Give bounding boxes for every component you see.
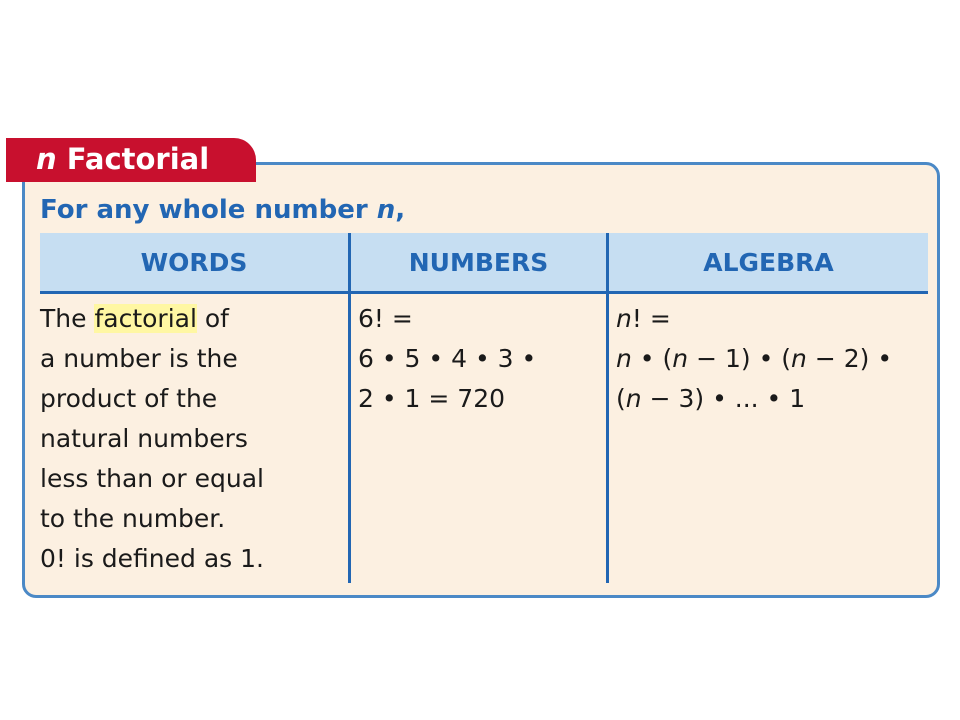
words-line-5: less than or equal: [40, 464, 264, 493]
header-divider: [40, 291, 928, 294]
header-algebra: ALGEBRA: [703, 248, 834, 277]
words-line-4: natural numbers: [40, 424, 248, 453]
algebra-line-1-rest: ! =: [631, 304, 671, 333]
numbers-line-1: 6! =: [358, 304, 413, 333]
highlighted-term: factorial: [94, 304, 197, 333]
numbers-line-3: 2 • 1 = 720: [358, 384, 506, 413]
algebra-line-2: n • (n − 1) • (n − 2) •: [616, 344, 893, 373]
intro-variable: n: [376, 195, 396, 225]
words-line-1-start: The: [40, 304, 87, 333]
words-line-2: a number is the: [40, 344, 238, 373]
intro-punctuation: ,: [395, 195, 406, 225]
algebra-cell: [616, 299, 926, 419]
words-line-6: to the number.: [40, 504, 226, 533]
words-line-1-end: of: [204, 304, 229, 333]
words-line-7: 0! is defined as 1.: [40, 544, 264, 573]
numbers-line-2: 6 • 5 • 4 • 3 •: [358, 344, 537, 373]
intro-text: For any whole number: [40, 195, 368, 225]
algebra-line-1: [616, 299, 926, 339]
algebra-line-1-variable: n: [616, 304, 632, 333]
header-words: WORDS: [140, 248, 248, 277]
words-line-1: [40, 299, 340, 339]
numbers-cell: [358, 299, 603, 419]
header-numbers: NUMBERS: [408, 248, 549, 277]
algebra-line-3: (n − 3) • ... • 1: [616, 384, 806, 413]
title-variable: n: [36, 142, 57, 176]
words-line-3: product of the: [40, 384, 218, 413]
intro-statement: [40, 195, 405, 225]
words-cell: [40, 299, 340, 579]
title-tab: [6, 138, 256, 182]
definition-table: [40, 233, 928, 583]
title-text: Factorial: [66, 142, 210, 176]
